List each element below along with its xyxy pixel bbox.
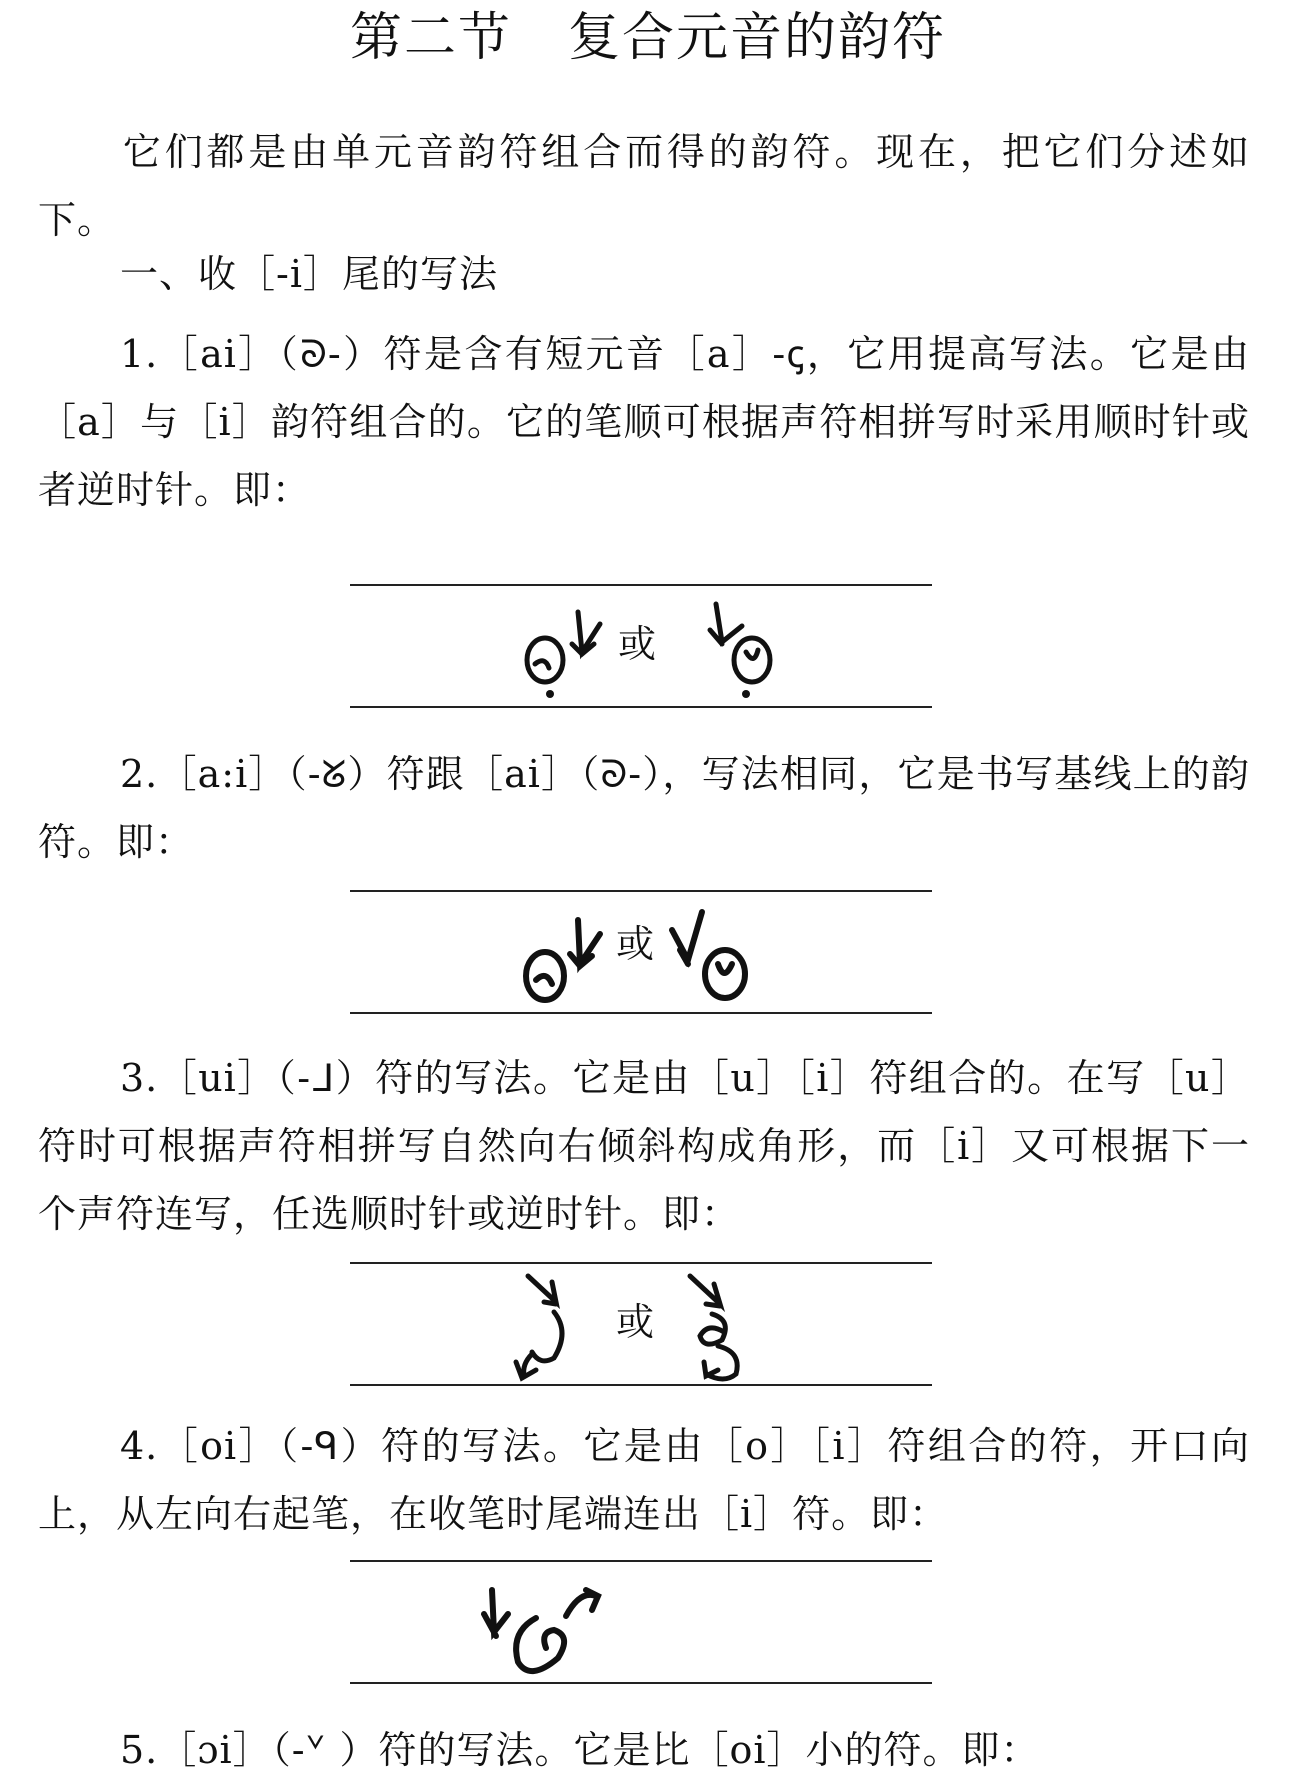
- section-title: [0, 2, 1296, 74]
- item-4-paragraph: 4.［oi］（-ᑫ）符的写法。它是由［o］［i］符组合的符，开口向上，从左向右起笔，在收笔时尾端连出［i］符。即：: [38, 1424, 1250, 1536]
- figure-3: [350, 1262, 932, 1386]
- or-label: 或: [616, 922, 655, 966]
- intro-paragraph: 它们都是由单元音韵符组合而得的韵符。现在，把它们分述如下。: [38, 130, 1250, 242]
- handwriting-oi-glyph: [350, 1560, 932, 1684]
- item-1-paragraph: 1.［ai］（ᘐ-）符是含有短元音［a］-ꞔ，它用提高写法。它是由［a］与［i］韵符组合的。它的笔顺可根据声符相拼写时采用顺时针或者逆时针。即：: [38, 332, 1250, 512]
- section-name: 复合元音的韵符: [568, 8, 947, 68]
- figure-rule-bottom: [350, 706, 932, 708]
- item-5-paragraph: 5.［ɔi］（-ᘁ ）符的写法。它是比［oi］小的符。即：: [120, 1728, 1040, 1772]
- or-label: 或: [616, 1300, 655, 1344]
- figure-2: [350, 890, 932, 1014]
- item-2-paragraph: 2.［a:i］（-ᘜ）符跟［ai］（ᘐ-），写法相同，它是书写基线上的韵符。即：: [38, 752, 1250, 864]
- or-label: 或: [618, 622, 657, 666]
- figure-rule-bottom: [350, 1682, 932, 1684]
- figure-rule-bottom: [350, 1384, 932, 1386]
- figure-1: [350, 584, 932, 708]
- subheading: 一、收［-i］尾的写法: [120, 252, 498, 296]
- section-number: 第二节: [349, 8, 512, 68]
- figure-4: [350, 1560, 932, 1684]
- figure-rule-bottom: [350, 1012, 932, 1014]
- item-3-paragraph: 3.［ui］（-ᒧ）符的写法。它是由［u］［i］符组合的。在写［u］符时可根据声符相拼写自然向右倾斜构成角形，而［i］又可根据下一个声符连写，任选顺时针或逆时针。即：: [38, 1056, 1250, 1236]
